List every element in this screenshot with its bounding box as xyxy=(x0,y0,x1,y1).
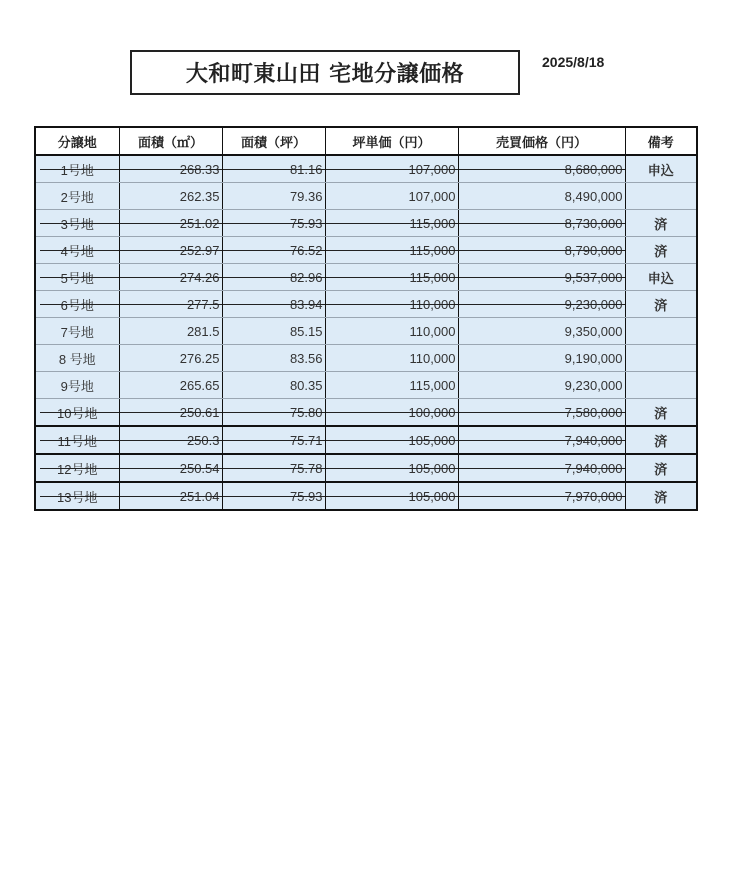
area-tsubo-cell: 75.93 xyxy=(222,482,325,510)
price-cell: 7,940,000 xyxy=(458,454,625,482)
note-cell xyxy=(625,318,697,345)
area-m2-cell: 250.54 xyxy=(119,454,222,482)
table-row xyxy=(35,210,697,237)
unit-price-cell: 105,000 xyxy=(325,454,458,482)
area-tsubo-cell: 80.35 xyxy=(222,372,325,399)
note-cell: 済 xyxy=(625,482,697,510)
unit-price-cell: 110,000 xyxy=(325,291,458,318)
note-cell: 済 xyxy=(625,237,697,264)
unit-price-cell: 115,000 xyxy=(325,237,458,264)
area-tsubo-cell: 83.94 xyxy=(222,291,325,318)
table-row xyxy=(35,482,697,510)
area-m2-cell: 265.65 xyxy=(119,372,222,399)
note-cell xyxy=(625,183,697,210)
table-row xyxy=(35,237,697,264)
note-cell: 済 xyxy=(625,399,697,427)
lot-cell: 4号地 xyxy=(35,237,119,264)
note-cell xyxy=(625,372,697,399)
table-row xyxy=(35,264,697,291)
note-cell: 済 xyxy=(625,210,697,237)
area-m2-cell: 274.26 xyxy=(119,264,222,291)
lot-cell: 12号地 xyxy=(35,454,119,482)
lot-cell: 8 号地 xyxy=(35,345,119,372)
note-cell: 済 xyxy=(625,426,697,454)
area-m2-cell: 251.02 xyxy=(119,210,222,237)
area-m2-cell: 268.33 xyxy=(119,155,222,183)
price-table xyxy=(34,126,698,511)
unit-price-cell: 110,000 xyxy=(325,345,458,372)
lot-cell: 6号地 xyxy=(35,291,119,318)
area-tsubo-cell: 75.71 xyxy=(222,426,325,454)
page-title: 大和町東山田 宅地分譲価格 xyxy=(130,50,520,95)
price-cell: 8,790,000 xyxy=(458,237,625,264)
price-cell: 7,970,000 xyxy=(458,482,625,510)
price-cell: 9,350,000 xyxy=(458,318,625,345)
unit-price-cell: 115,000 xyxy=(325,372,458,399)
area-tsubo-cell: 75.80 xyxy=(222,399,325,427)
note-cell: 申込 xyxy=(625,264,697,291)
lot-cell: 1号地 xyxy=(35,155,119,183)
price-cell: 9,537,000 xyxy=(458,264,625,291)
table-row xyxy=(35,291,697,318)
price-cell: 7,940,000 xyxy=(458,426,625,454)
price-cell: 8,490,000 xyxy=(458,183,625,210)
table-header-row xyxy=(35,127,697,155)
date-label: 2025/8/18 xyxy=(542,54,605,70)
header-area-m2: 面積（㎡） xyxy=(119,127,222,155)
area-m2-cell: 251.04 xyxy=(119,482,222,510)
lot-cell: 3号地 xyxy=(35,210,119,237)
note-cell: 済 xyxy=(625,291,697,318)
area-tsubo-cell: 81.16 xyxy=(222,155,325,183)
price-cell: 8,680,000 xyxy=(458,155,625,183)
note-cell xyxy=(625,345,697,372)
area-m2-cell: 262.35 xyxy=(119,183,222,210)
unit-price-cell: 100,000 xyxy=(325,399,458,427)
area-tsubo-cell: 75.78 xyxy=(222,454,325,482)
area-tsubo-cell: 76.52 xyxy=(222,237,325,264)
table-row xyxy=(35,318,697,345)
unit-price-cell: 110,000 xyxy=(325,318,458,345)
lot-cell: 11号地 xyxy=(35,426,119,454)
area-m2-cell: 250.61 xyxy=(119,399,222,427)
area-m2-cell: 281.5 xyxy=(119,318,222,345)
price-cell: 8,730,000 xyxy=(458,210,625,237)
table-row xyxy=(35,454,697,482)
area-m2-cell: 276.25 xyxy=(119,345,222,372)
price-cell: 9,230,000 xyxy=(458,372,625,399)
area-m2-cell: 250.3 xyxy=(119,426,222,454)
table-row xyxy=(35,345,697,372)
unit-price-cell: 105,000 xyxy=(325,482,458,510)
unit-price-cell: 107,000 xyxy=(325,155,458,183)
table-row xyxy=(35,399,697,427)
lot-cell: 13号地 xyxy=(35,482,119,510)
header-note: 備考 xyxy=(625,127,697,155)
header-lot: 分譲地 xyxy=(35,127,119,155)
lot-cell: 10号地 xyxy=(35,399,119,427)
header-area-tsubo: 面積（坪） xyxy=(222,127,325,155)
area-m2-cell: 277.5 xyxy=(119,291,222,318)
lot-cell: 2号地 xyxy=(35,183,119,210)
unit-price-cell: 115,000 xyxy=(325,264,458,291)
area-tsubo-cell: 85.15 xyxy=(222,318,325,345)
header-unit-price: 坪単価（円） xyxy=(325,127,458,155)
area-tsubo-cell: 79.36 xyxy=(222,183,325,210)
table-row xyxy=(35,372,697,399)
lot-cell: 7号地 xyxy=(35,318,119,345)
lot-cell: 5号地 xyxy=(35,264,119,291)
note-cell: 済 xyxy=(625,454,697,482)
table-row xyxy=(35,155,697,183)
unit-price-cell: 115,000 xyxy=(325,210,458,237)
table-row xyxy=(35,426,697,454)
lot-cell: 9号地 xyxy=(35,372,119,399)
unit-price-cell: 105,000 xyxy=(325,426,458,454)
price-cell: 7,580,000 xyxy=(458,399,625,427)
area-tsubo-cell: 83.56 xyxy=(222,345,325,372)
header-price: 売買価格（円） xyxy=(458,127,625,155)
area-m2-cell: 252.97 xyxy=(119,237,222,264)
area-tsubo-cell: 75.93 xyxy=(222,210,325,237)
unit-price-cell: 107,000 xyxy=(325,183,458,210)
price-cell: 9,230,000 xyxy=(458,291,625,318)
note-cell: 申込 xyxy=(625,155,697,183)
table-row xyxy=(35,183,697,210)
price-cell: 9,190,000 xyxy=(458,345,625,372)
area-tsubo-cell: 82.96 xyxy=(222,264,325,291)
